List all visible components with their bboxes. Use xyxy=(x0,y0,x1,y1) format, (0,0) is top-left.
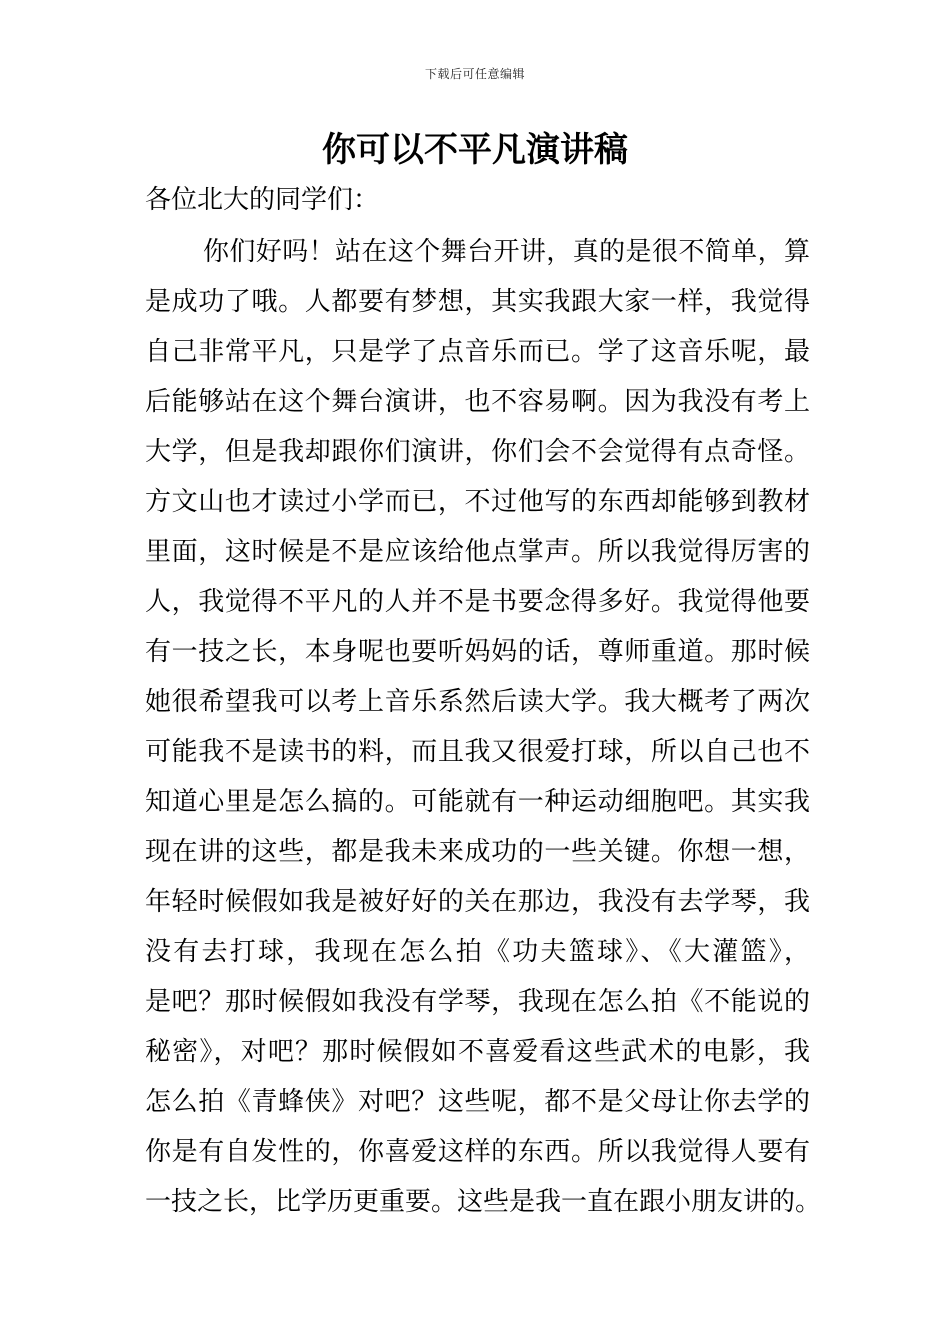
body-line: 可能我不是读书的料，而且我又很爱打球，所以自己也不 xyxy=(145,737,810,767)
body-line: 自己非常平凡，只是学了点音乐而已。学了这音乐呢，最 xyxy=(145,337,810,367)
body-line: 后能够站在这个舞台演讲，也不容易啊。因为我没有考上 xyxy=(145,387,810,417)
header-note: 下载后可任意编辑 xyxy=(424,67,525,81)
body-line: 你们好吗！站在这个舞台开讲，真的是很不简单，算 xyxy=(203,237,810,267)
salutation: 各位北大的同学们： xyxy=(145,185,380,215)
body-line: 秘密》，对吧？那时候假如不喜爱看这些武术的电影，我 xyxy=(145,1037,810,1067)
body-line: 知道心里是怎么搞的。可能就有一种运动细胞吧。其实我 xyxy=(145,787,810,817)
document-title: 你可以不平凡演讲稿 xyxy=(322,130,628,170)
body-line: 里面，这时候是不是应该给他点掌声。所以我觉得厉害的 xyxy=(145,537,810,567)
body-line: 大学，但是我却跟你们演讲，你们会不会觉得有点奇怪。 xyxy=(145,437,810,467)
body-line: 没有去打球，我现在怎么拍《功夫篮球》、《大灌篮》， xyxy=(145,937,810,967)
body-line: 人，我觉得不平凡的人并不是书要念得多好。我觉得他要 xyxy=(145,587,810,617)
body-line: 怎么拍《青蜂侠》对吧？这些呢，都不是父母让你去学的 xyxy=(145,1087,810,1117)
body-line: 是成功了哦。人都要有梦想，其实我跟大家一样，我觉得 xyxy=(145,287,810,317)
body-line: 方文山也才读过小学而已，不过他写的东西却能够到教材 xyxy=(145,487,810,517)
body-line: 一技之长，比学历更重要。这些是我一直在跟小朋友讲的。 xyxy=(145,1187,822,1217)
body-line: 她很希望我可以考上音乐系然后读大学。我大概考了两次 xyxy=(145,687,810,717)
body-line: 年轻时候假如我是被好好的关在那边，我没有去学琴，我 xyxy=(145,887,810,917)
body-line: 有一技之长，本身呢也要听妈妈的话，尊师重道。那时候 xyxy=(145,637,810,667)
body-line: 现在讲的这些，都是我未来成功的一些关键。你想一想， xyxy=(145,837,810,867)
body-line: 你是有自发性的，你喜爱这样的东西。所以我觉得人要有 xyxy=(145,1137,810,1167)
body-line: 是吧？那时候假如我没有学琴，我现在怎么拍《不能说的 xyxy=(145,987,810,1017)
speech-body xyxy=(145,227,822,1227)
